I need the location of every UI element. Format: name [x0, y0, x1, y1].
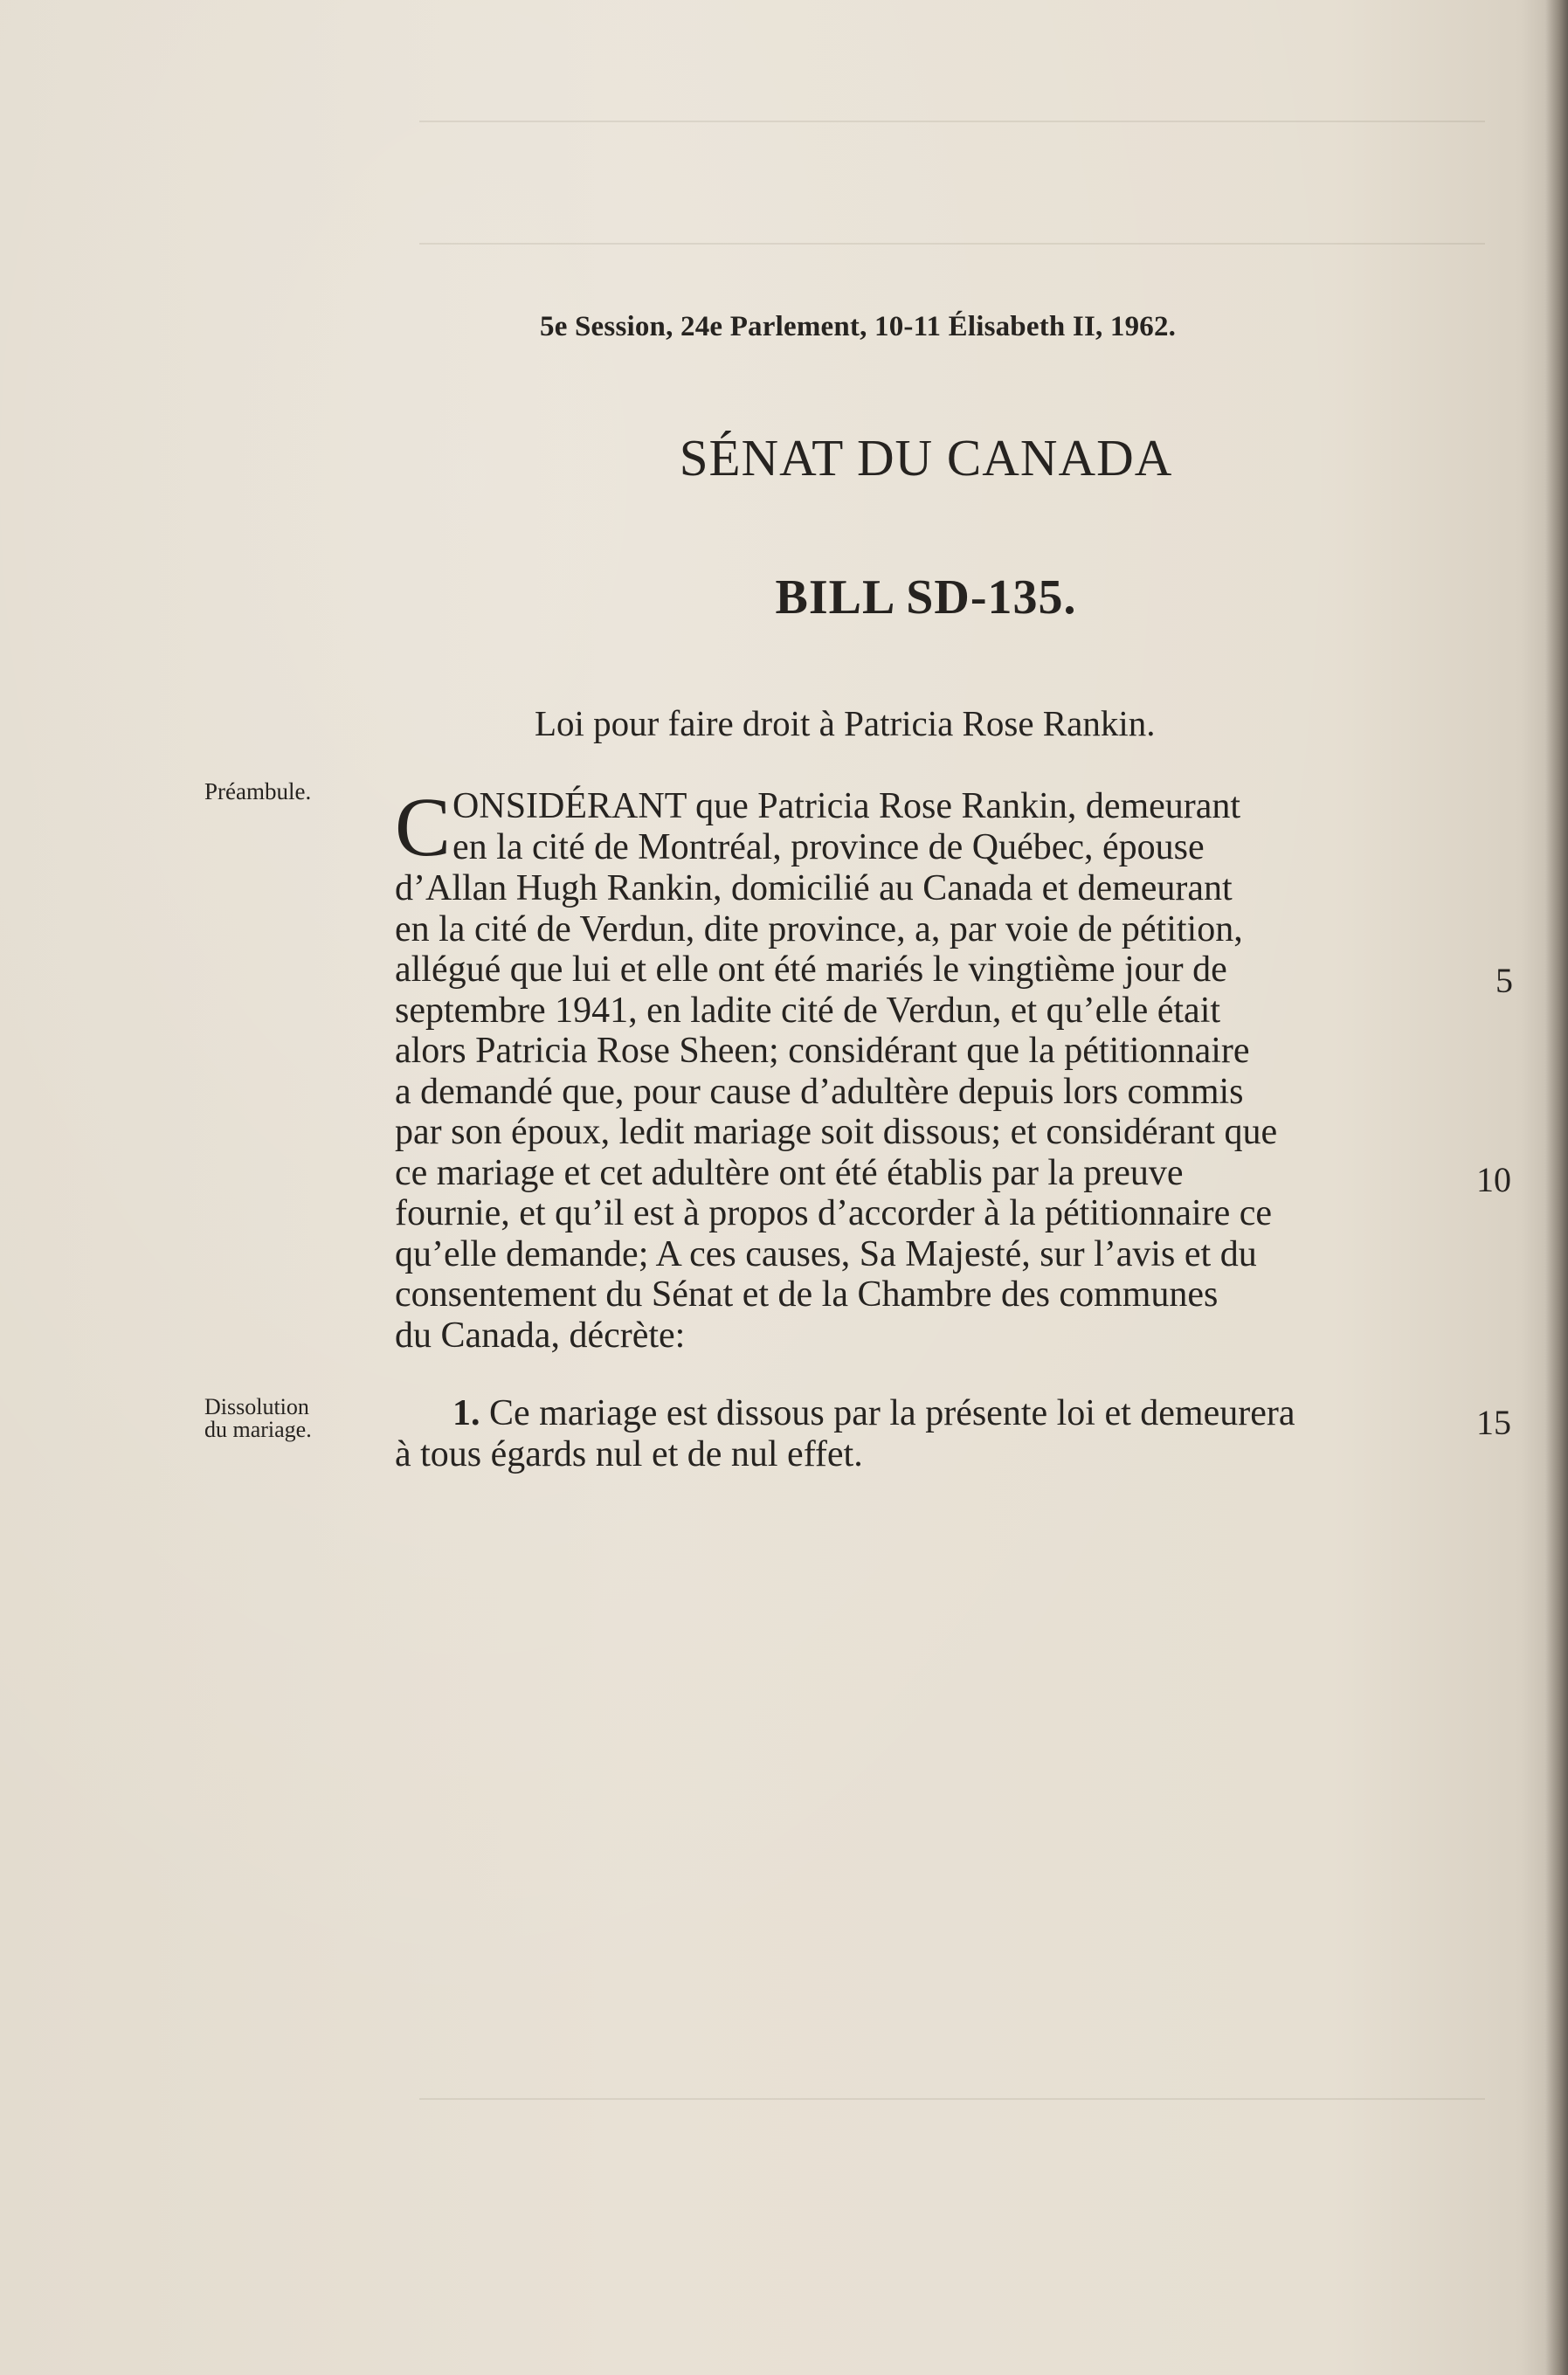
session-line: 5e Session, 24e Parlement, 10-11 Élisabeth II, 1962.: [540, 311, 1177, 342]
preamble-line: d’Allan Hugh Rankin, domicilié au Canada et demeurant: [395, 868, 1233, 908]
margin-note-preamble: Préambule.: [204, 778, 312, 804]
preamble-line: consentement du Sénat et de la Chambre des communes: [395, 1274, 1219, 1315]
bill-subtitle: Loi pour faire droit à Patricia Rose Rankin.: [535, 703, 1156, 743]
preamble-line: ce mariage et cet adultère ont été établis par la preuve: [395, 1152, 1184, 1193]
line-number-5: 5: [1495, 961, 1513, 1000]
preamble-line: en la cité de Verdun, dite province, a, par voie de pétition,: [395, 908, 1243, 949]
clause-1: [395, 1393, 1464, 1474]
preamble-line: du Canada, décrète:: [395, 1315, 686, 1356]
preamble-line: ONSIDÉRANT que Patricia Rose Rankin, demeurant: [452, 786, 1241, 826]
clause-line: à tous égards nul et de nul effet.: [395, 1433, 863, 1474]
preamble-line: fournie, et qu’il est à propos d’accorder à la pétitionnaire ce: [395, 1193, 1273, 1233]
margin-note-dissolution-line1: Dissolution: [204, 1394, 309, 1419]
show-through-line: [419, 121, 1485, 122]
clause-number: 1.: [452, 1393, 480, 1433]
line-number-10: 10: [1476, 1160, 1511, 1199]
drop-cap: C: [395, 780, 452, 873]
line-number-15: 15: [1476, 1403, 1511, 1442]
clause-text-line1: Ce mariage est dissous par la présente loi et demeurera: [489, 1393, 1295, 1433]
margin-note-dissolution: [204, 1396, 312, 1441]
show-through-line: [419, 2098, 1485, 2100]
margin-note-dissolution-line2: du mariage.: [204, 1417, 312, 1442]
preamble-line: en la cité de Montréal, province de Québec, épouse: [452, 826, 1205, 867]
preamble-line: allégué que lui et elle ont été mariés le vingtième jour de: [395, 949, 1227, 990]
page-edge-shadow: [1545, 0, 1568, 2375]
preamble-line: qu’elle demande; A ces causes, Sa Majesté, sur l’avis et du: [395, 1233, 1257, 1274]
preamble-paragraph: [395, 780, 1464, 1356]
clause-line: [395, 1393, 1464, 1434]
preamble-line: par son époux, ledit mariage soit dissous; et considérant que: [395, 1112, 1278, 1152]
show-through-line: [419, 243, 1485, 245]
preamble-line: septembre 1941, en ladite cité de Verdun, et qu’elle était: [395, 990, 1221, 1031]
preamble-line: a demandé que, pour cause d’adultère depuis lors commis: [395, 1071, 1244, 1112]
chamber-title: SÉNAT DU CANADA: [679, 429, 1173, 487]
preamble-line: alors Patricia Rose Sheen; considérant que la pétitionnaire: [395, 1031, 1250, 1071]
bill-number: BILL SD-135.: [775, 570, 1077, 625]
